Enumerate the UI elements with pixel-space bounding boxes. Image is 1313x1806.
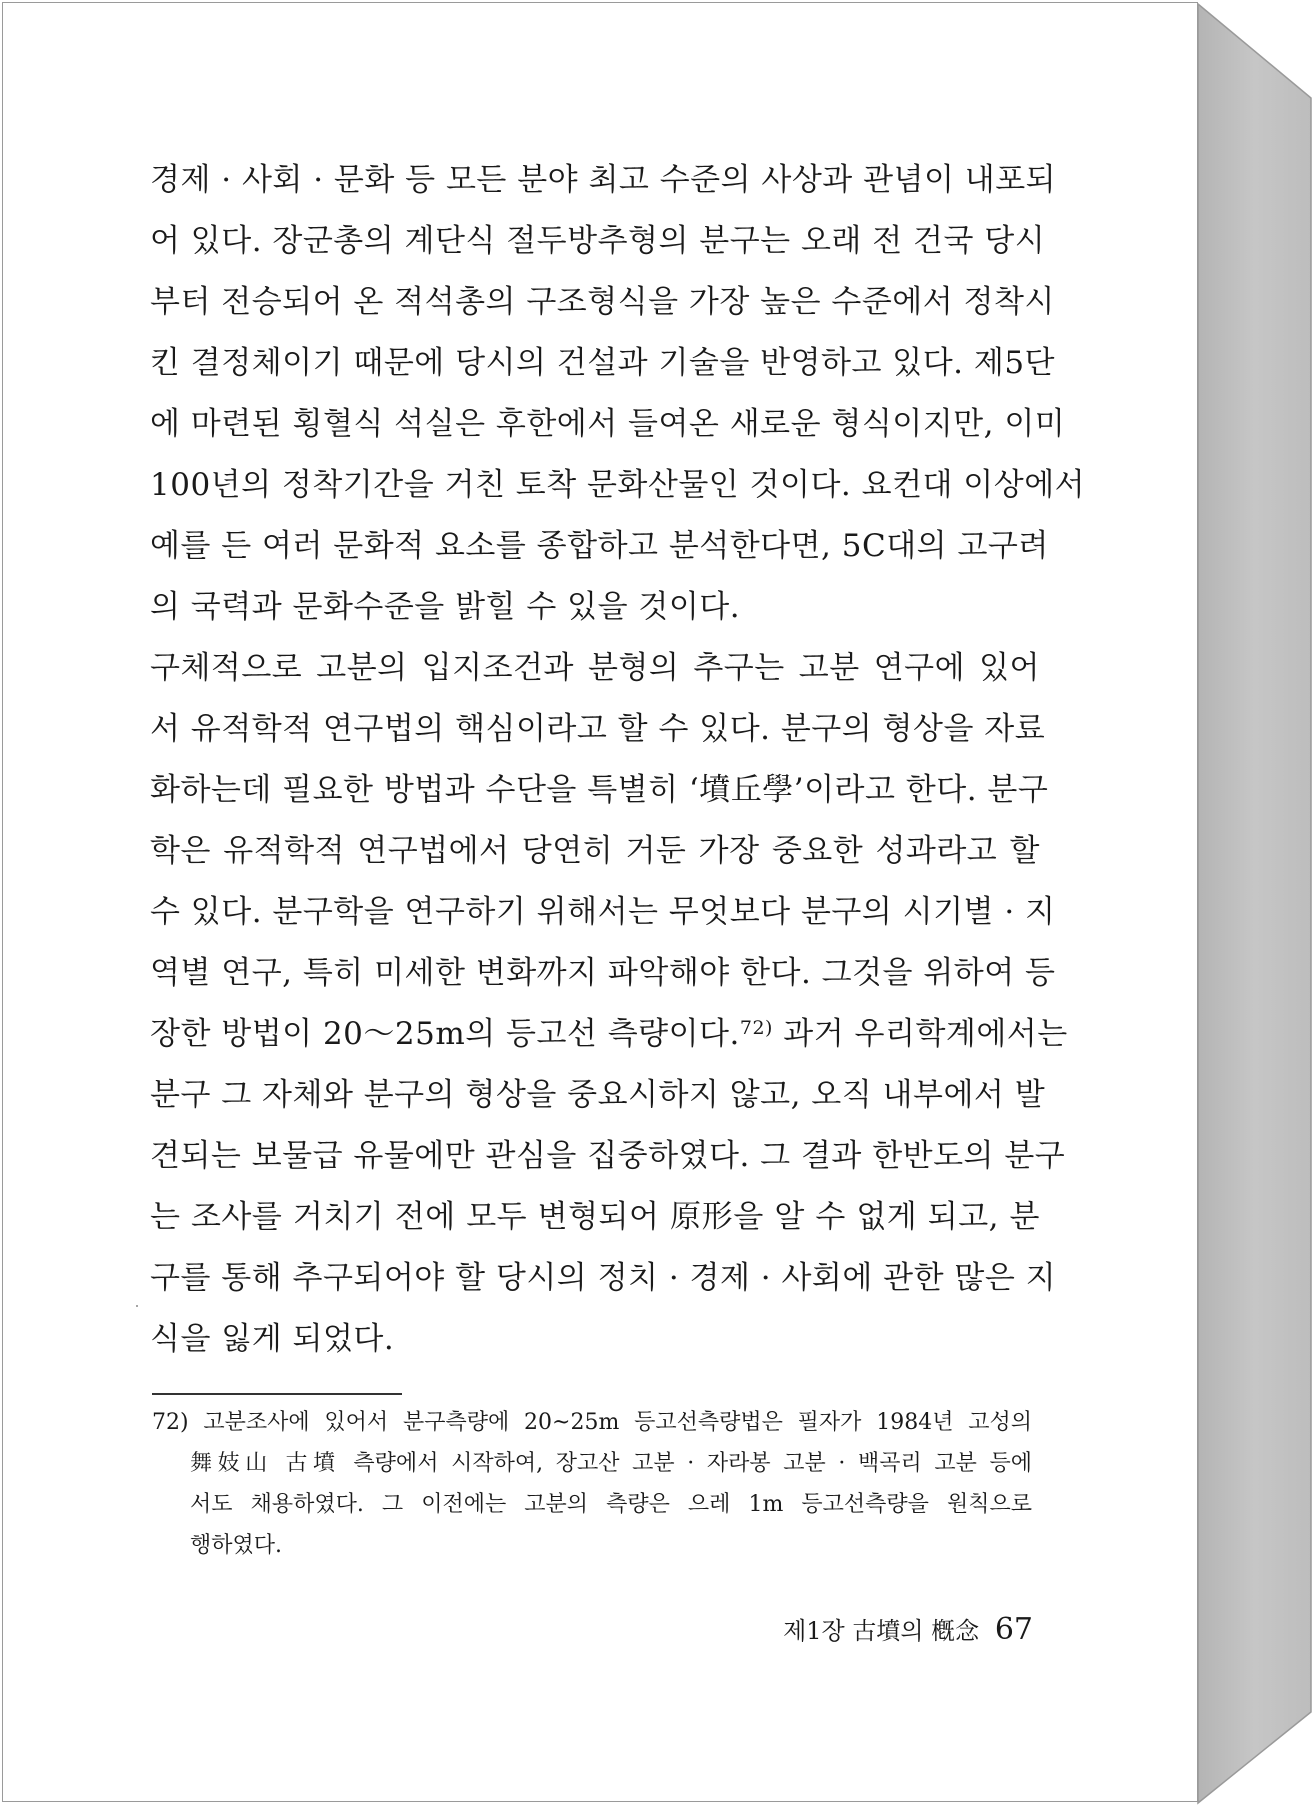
text-line: 견되는 보물급 유물에만 관심을 집중하였다. 그 결과 한반도의 분구: [150, 1138, 1066, 1174]
text-line: 역별 연구, 특히 미세한 변화까지 파악해야 한다. 그것을 위하여 등: [150, 955, 1056, 991]
footnote-line: 72) 고분조사에 있어서 분구측량에 20~25m 등고선측량법은 필자가 1984년 고성의: [152, 1410, 1032, 1435]
footnote-separator: [152, 1393, 402, 1395]
text-segment: 장한 방법이 20～25m의 등고선 측량이다.: [150, 1016, 740, 1052]
footnote-line: 행하였다.: [190, 1533, 283, 1558]
text-line: 킨 결정체이기 때문에 당시의 건설과 기술을 반영하고 있다. 제5단: [150, 345, 1056, 381]
text-line: 100년의 정착기간을 거친 토착 문화산물인 것이다. 요컨대 이상에서: [150, 467, 1086, 503]
text-line: 는 조사를 거치기 전에 모두 변형되어 原形을 알 수 없게 되고, 분: [150, 1199, 1040, 1235]
text-line: 예를 든 여러 문화적 요소를 종합하고 분석한다면, 5C대의 고구려: [150, 528, 1049, 564]
footnote-reference[interactable]: 72): [739, 1017, 773, 1039]
text-line: 에 마련된 횡혈식 석실은 후한에서 들여온 새로운 형식이지만, 이미: [150, 406, 1066, 442]
text-line: 화하는데 필요한 방법과 수단을 특별히 ‘墳丘學’이라고 한다. 분구: [150, 772, 1049, 808]
text-line: 서 유적학적 연구법의 핵심이라고 할 수 있다. 분구의 형상을 자료: [150, 711, 1046, 747]
text-line: 분구 그 자체와 분구의 형상을 중요시하지 않고, 오직 내부에서 발: [150, 1077, 1046, 1113]
text-line: 수 있다. 분구학을 연구하기 위해서는 무엇보다 분구의 시기별 · 지: [150, 894, 1056, 930]
text-line: 의 국력과 문화수준을 밝힐 수 있을 것이다.: [150, 589, 741, 625]
text-line: 경제 · 사회 · 문화 등 모든 분야 최고 수준의 사상과 관념이 내포되: [150, 162, 1057, 198]
scan-speck: [136, 1305, 138, 1307]
text-line: 부터 전승되어 온 적석총의 구조형식을 가장 높은 수준에서 정착시: [150, 284, 1055, 320]
page-number: 67: [994, 1612, 1033, 1647]
text-segment: 과거 우리학계에서는: [772, 1016, 1068, 1052]
text-line: 학은 유적학적 연구법에서 당연히 거둔 가장 중요한 성과라고 할: [150, 833, 1040, 869]
paragraph-start-line: 구체적으로 고분의 입지조건과 분형의 추구는 고분 연구에 있어: [150, 650, 1040, 686]
text-line: 식을 잃게 되었다.: [150, 1321, 395, 1357]
text-line: 구를 통해 추구되어야 할 당시의 정치 · 경제 · 사회에 관한 많은 지: [150, 1260, 1057, 1296]
text-line-with-footnote-ref: [150, 1004, 1068, 1065]
running-footer: [783, 1610, 1033, 1651]
running-title: 제1장 古墳의 槪念: [783, 1617, 980, 1645]
footnote-line: 舞妓山 古墳 측량에서 시작하여, 장고산 고분 · 자라봉 고분 · 백곡리 고분 등에: [190, 1451, 1032, 1476]
body-text: [150, 150, 1086, 1370]
footnote-line: 서도 채용하였다. 그 이전에는 고분의 측량은 으레 1m 등고선측량을 원칙으로: [190, 1492, 1032, 1517]
footnote: [152, 1402, 1032, 1566]
text-line: 어 있다. 장군총의 계단식 절두방추형의 분구는 오래 전 건국 당시: [150, 223, 1046, 259]
